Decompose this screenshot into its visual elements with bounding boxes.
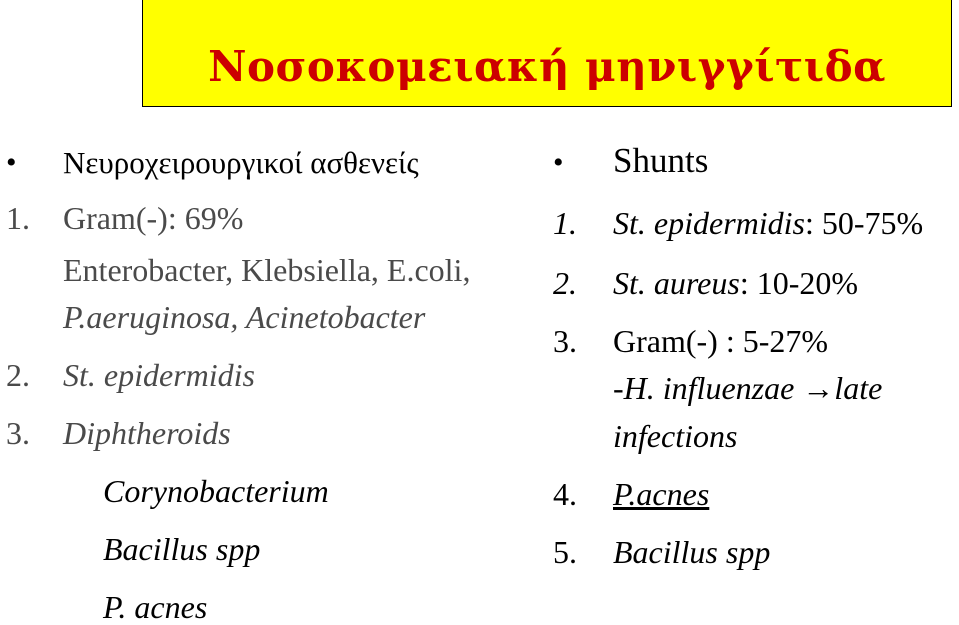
right-item3-text: Gram(-) : 5-27% [613,323,829,359]
right-item4-text: P.acnes [613,476,710,512]
bullet-icon: • [6,146,17,179]
right-heading: Shunts [613,141,709,180]
right-item2 [613,265,858,301]
left-item1-line3: P.aeruginosa, Acinetobacter [63,299,426,335]
right-item3-line2 [613,370,882,406]
title-box [142,0,952,107]
left-sub-item-bacillus: Bacillus spp [103,531,261,567]
right-item5-number: 5. [553,534,577,570]
left-item1-line2: Enterobacter, Klebsiella, E.coli, [63,252,471,288]
left-item1-number: 1. [6,200,30,236]
right-item3-line3: infections [613,418,738,454]
right-item2-value: : 10-20% [739,265,859,301]
right-item1 [613,205,923,241]
right-arrow-icon: → [802,370,835,406]
right-item4-number: 4. [553,476,577,512]
right-item1-number: 1. [553,205,577,241]
left-item2-text: St. epidermidis [63,357,255,393]
left-sub-item-corynobacterium: Corynobacterium [103,473,329,509]
right-item3-number: 3. [553,323,577,359]
right-item5-text: Bacillus spp [613,534,771,570]
left-sub-item-pacnes: P. acnes [103,589,208,625]
right-item2-number: 2. [553,265,577,301]
left-item3-text: Diphtheroids [63,415,231,451]
right-item1-name: St. epidermidis [613,205,805,241]
left-item2-number: 2. [6,357,30,393]
right-item3-line2-a: -H. influenzae [613,370,803,406]
left-item3-number: 3. [6,415,30,451]
bullet-icon: • [553,146,564,179]
left-item1-text: Gram(-): 69% [63,200,244,236]
right-item2-name: St. aureus [613,265,740,301]
page-title: Νοσοκομειακή μηνιγγίτιδα [208,42,886,91]
right-item1-value: : 50-75% [804,205,924,241]
left-heading: Νευροχειρουργικοί ασθενείς [63,145,419,180]
right-item3-line2-b: late [834,370,883,406]
